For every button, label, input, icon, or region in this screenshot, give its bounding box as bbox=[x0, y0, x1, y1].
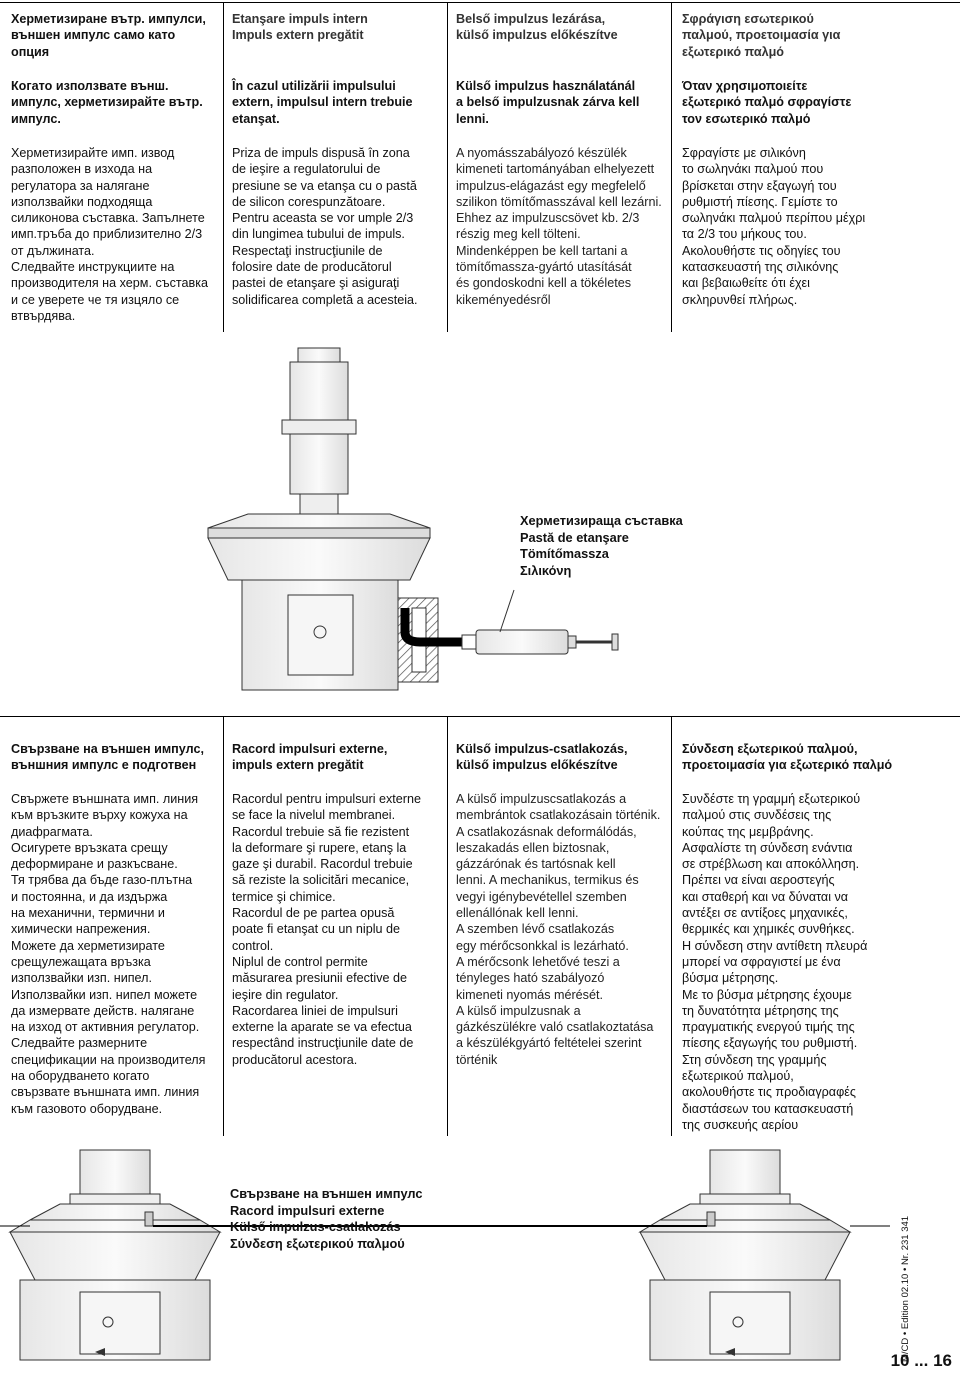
bottom-body-el: Συνδέστε τη γραμμή εξωτερικού παλμού στις συνδέσεις της κούπας της μεμβράνης. Ασφαλίστε τη σύνδεση ενάντια σε στρέβλωση και αποκόλληση. Πρέπει να είναι αεροστεγής και σταθερή και να δύναται να αντέξει σε αντίξοες μηχανικές, θερμικές και χημικές συνθήκες. Η σύνδεση στην αντίθετη πλευρά μπορεί να σφραγιστεί με ένα βύσμα μέτρησης. Με το βύσμα μέτρησης έχουμε τη δυνατότητα μέτρησης της πραγματικής ενεργού τιμής της πίεσης εξαγωγής του ρυθμιστή. Στη σύνδεση της γραμμής εξωτερικού παλμού, ακολουθήστε τις προδιαγραφές διαστάσεων του κατασκευαστή της συσκευής αερίου bbox=[682, 792, 868, 1132]
bottom-header-ro: Racord impulsuri externe, impuls extern pregătit bbox=[232, 742, 388, 773]
top-figure-caption: Херметизираща съставка Pastă de etanşare Tömítőmassza Σιλικόνη bbox=[520, 513, 683, 578]
bottom-divider-3 bbox=[671, 716, 672, 1136]
bottom-body-ro: Racordul pentru impulsuri externe se face la nivelul membranei. Racordul trebuie să fie rezistent la deformare şi rupere, etanş la gaze şi durabil. Racordul trebuie să reziste la solicitări mecanice, termice şi chimice. Racordul de pe partea opusă poate fi etanşat cu un niplu de control. Niplul de control permite măsurarea presiunii efective de ieşire din regulator. Racordarea liniei de impulsuri externe la aparate se va efectua respectând instrucţiunile date de producătorul acestora. bbox=[232, 792, 421, 1067]
top-subheader-bg: Когато използвате външ. импулс, херметизирайте вътр. импулс. bbox=[11, 79, 203, 126]
bottom-header-bg: Свързване на външен импулс, външния импулс е подготвен bbox=[11, 742, 204, 773]
page-number: 10 ... 16 bbox=[890, 1351, 952, 1370]
top-header-ro: Etanşare impuls intern Impuls extern pregătit bbox=[232, 12, 368, 43]
bottom-header-hu: Külső impulzus-csatlakozás, külső impulzus előkészítve bbox=[456, 742, 628, 773]
top-body-hu: A nyomásszabályozó készülék kimeneti tartományában elhelyezett impulzus-elágazást egy megfelelő szilikon tömítőmasszával kell lezárni. Ehhez az impulzuscsövet kb. 2/3 részig meg kell tölteni. Mindenképpen be kell tartani a tömítőmassza-gyártó utasítását és gondoskodni kell a tökéletes kikeményedésről bbox=[456, 146, 662, 307]
top-subheader-el: Όταν χρησιμοποιείτε εξωτερικό παλμό σφραγίστε τον εσωτερικό παλμό bbox=[682, 79, 852, 126]
top-divider-1 bbox=[223, 2, 224, 332]
top-subheader-ro: În cazul utilizării impulsului extern, impulsul intern trebuie etanşat. bbox=[232, 79, 413, 126]
bottom-rule bbox=[0, 716, 960, 717]
external-impulse-connection-figure bbox=[0, 1140, 890, 1375]
top-body-ro: Priza de impuls dispusă în zona de ieşire a regulatorului de presiune se va etanşa cu o pastă de silicon corespunzătoare. Pentru aceasta se vor umple 2/3 din lungimea tubului de impuls. Respectaţi instrucţiunile de folosire date de producătorul pastei de etanşare şi asiguraţi solidificarea completă a acesteia. bbox=[232, 146, 418, 307]
top-body-el: Σφραγίστε με σιλικόνη το σωληνάκι παλμού που βρίσκεται στην εξαγωγή του ρυθμιστή πίεσης. Γεμίστε το σωληνάκι παλμού περίπου μέχρι τα 2/3 του μήκους του. Ακολουθήστε τις οδηγίες του κατασκευαστή της σιλικόνης και βεβαιωθείτε ότι έχει σκληρυνθεί πλήρως. bbox=[682, 146, 866, 307]
edition-side-text: M/CD • Edition 02.10 • Nr. 231 341 bbox=[900, 1215, 911, 1362]
bottom-header-el: Σύνδεση εξωτερικού παλμού, προετοιμασία για εξωτερικό παλμό bbox=[682, 742, 893, 773]
top-header-el: Σφράγιση εσωτερικού παλμού, προετοιμασία για εξωτερικό παλμό bbox=[682, 12, 841, 59]
bottom-body-hu: A külső impulzuscsatlakozás a membrántok csatlakozásain történik. A csatlakozásnak deformálódás, leszakadás ellen biztosnak, gázzárónak és tartósnak kell lenni. A mechanikus, termikus és vegyi igénybevétellel szemben ellenállónak kell lenni. A szemben lévő csatlakozás egy mérőcsonkkal is lezárható. A mérőcsonk lehetővé teszi a tényleges ható szabályozó kimeneti nyomás mérését. A külső impulzusnak a gázkészülékre való csatlakoztatása a készülékgyártó feltételei szerint történik bbox=[456, 792, 661, 1067]
top-body-bg: Херметизирайте имп. извод разположен в изхода на регулатора за налягане използвайки подходяща силиконова съставка. Запълнете имп.тръба до приблизително 2/3 от дължината. Следвайте инструкциите на производителя на херм. съставка и се уверете че тя изцяло се втвърдява. bbox=[11, 146, 209, 323]
bottom-figure-caption: Свързване на външен импулс Racord impulsuri externe Külső impulzus-csatlakozás Σύνδεση εξωτερικού παλμού bbox=[230, 1186, 423, 1251]
top-header-hu: Belső impulzus lezárása, külső impulzus előkészítve bbox=[456, 12, 618, 43]
top-rule bbox=[0, 2, 960, 3]
top-divider-2 bbox=[447, 2, 448, 332]
bottom-divider-2 bbox=[447, 716, 448, 1136]
top-subheader-hu: Külső impulzus használatánál a belső impulzusnak zárva kell lenni. bbox=[456, 79, 640, 126]
top-header-bg: Херметизиране вътр. импулси, външен импулс само като опция bbox=[11, 12, 206, 59]
bottom-body-bg: Свържете външната имп. линия към връзките върху кожуха на диафрагмата. Осигурете връзката срещу деформиране и разкъсване. Тя трябва да бъде газо-плътна и постоянна, и да издържа на механични, термични и химически напрежения. Можете да херметизирате срещулежащата връзка използвайки изп. нипел. Използвайки изп. нипел можете да измервате действ. налягане на изход от активния регулатор. Следвайте размерните спецификации на производителя на оборудването когато свързвате външната имп. линия към газовото оборудване. bbox=[11, 792, 206, 1116]
top-divider-3 bbox=[671, 2, 672, 332]
bottom-divider-1 bbox=[223, 716, 224, 1136]
